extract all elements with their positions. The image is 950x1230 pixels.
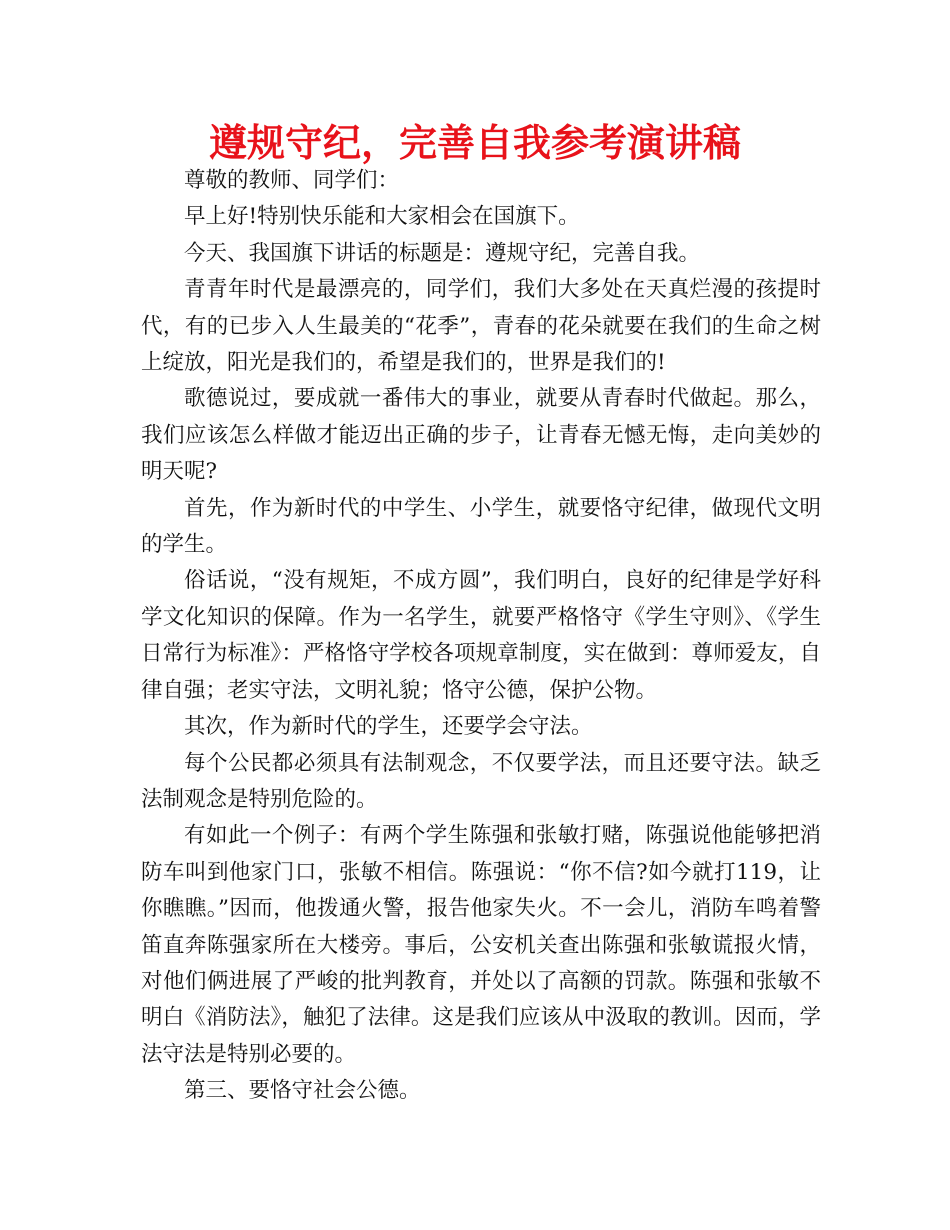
paragraph-greeting: 早上好!特别快乐能和大家相会在国旗下。 [184,204,580,230]
paragraph-youth: 青青年时代是最漂亮的，同学们，我们大多处在天真烂漫的孩提时代，有的已步入人生最美的“花季”，青春的花朵就要在我们的生命之树上绽放，阳光是我们的，希望是我们的，世界是我们的! [141,277,821,376]
document-body [141,163,821,1110]
paragraph-topic: 今天、我国旗下讲话的标题是：遵规守纪，完善自我。 [184,240,701,266]
paragraph-salutation: 尊敬的教师、同学们： [184,168,400,193]
paragraph-discipline: 俗话说，“没有规矩，不成方圆”，我们明白，良好的纪律是学好科学文化知识的保障。作为一名学生，就要严格恪守《学生守则》、《学生日常行为标准》：严格恪守学校各项规章制度，实在做到：尊师爱友，自律自强；老实守法，文明礼貌；恪守公德，保护公物。 [141,568,821,703]
paragraph-second-point: 其次，作为新时代的学生，还要学会守法。 [184,714,593,740]
paragraph-legal-awareness: 每个公民都必须具有法制观念，不仅要学法，而且还要守法。缺乏法制观念是特别危险的。 [141,750,821,812]
paragraph-example: 有如此一个例子：有两个学生陈强和张敏打赌，陈强说他能够把消防车叫到他家门口，张敏不相信。陈强说：“你不信?如今就打119，让你瞧瞧。”因而，他拨通火警，报告他家失火。不一会儿，消防车鸣着警笛直奔陈强家所在大楼旁。事后，公安机关查出陈强和张敏谎报火情，对他们俩进展了严峻的批判教育，并处以了高额的罚款。陈强和张敏不明白《消防法》，触犯了法律。这是我们应该从中汲取的教训。因而，学法守法是特别必要的。 [141,823,821,1067]
paragraph-goethe: 歌德说过，要成就一番伟大的事业，就要从青春时代做起。那么，我们应该怎么样做才能迈出正确的步子，让青春无憾无悔，走向美妙的明天呢? [141,386,821,485]
paragraph-third-point: 第三、要恪守社会公德。 [184,1078,421,1104]
paragraph-first-point: 首先，作为新时代的中学生、小学生，就要恪守纪律，做现代文明的学生。 [141,495,821,558]
document-title: 遵规守纪，完善自我参考演讲稿 [208,121,741,165]
